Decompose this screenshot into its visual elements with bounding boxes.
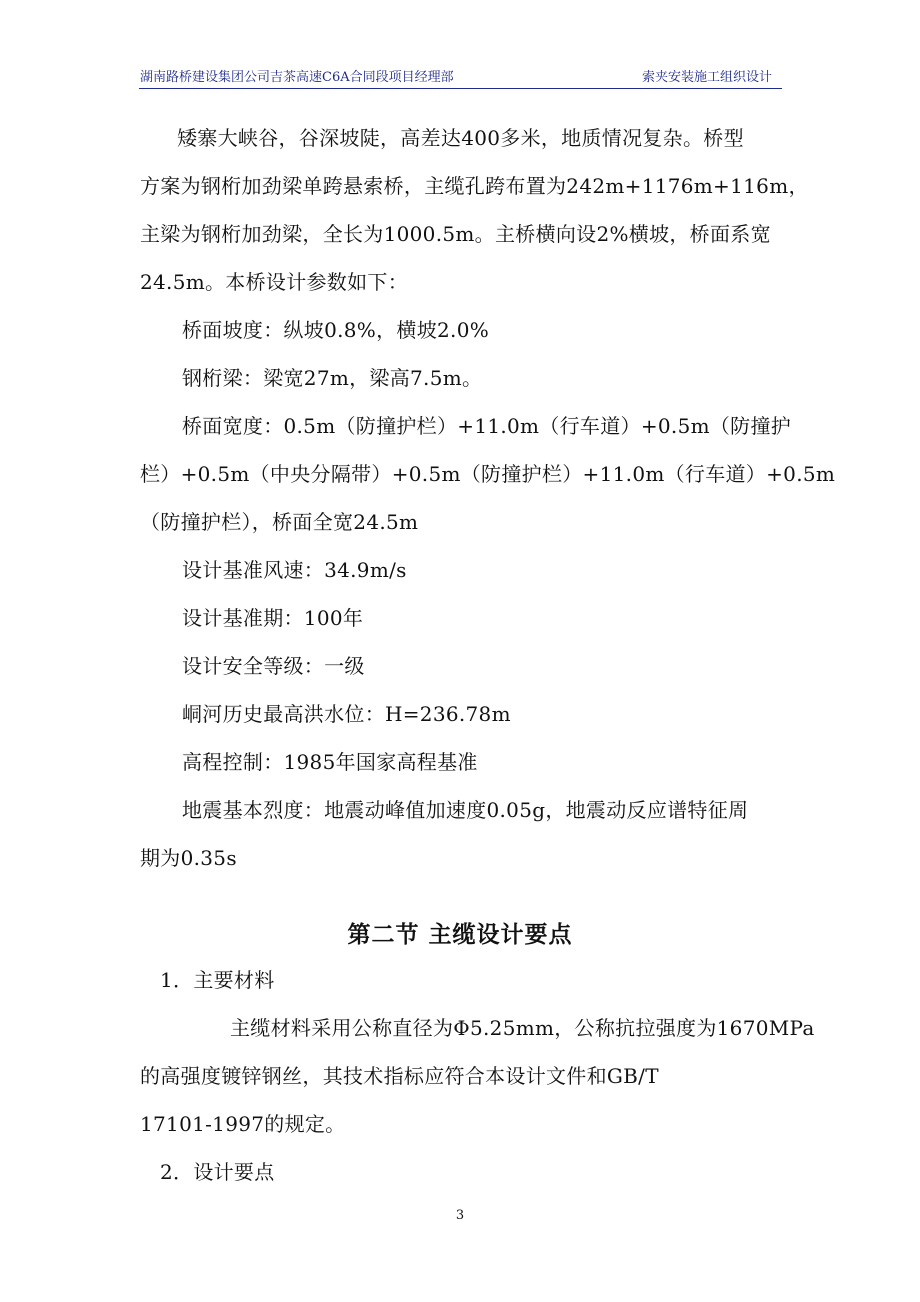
header-project-name: 湖南路桥建设集团公司吉茶高速C6A合同段项目经理部 bbox=[140, 70, 454, 85]
param-seismic: 地震基本烈度：地震动峰值加速度0.05g，地震动反应谱特征周 bbox=[182, 798, 749, 822]
param-wind-speed: 设计基准风速：34.9m/s bbox=[182, 558, 407, 582]
paragraph-line: 24.5m。本桥设计参数如下： bbox=[140, 270, 408, 294]
paragraph-line: 17101-1997的规定。 bbox=[140, 1112, 346, 1136]
param-deck-width-cont: （防撞护栏），桥面全宽24.5m bbox=[140, 510, 419, 534]
header-divider bbox=[139, 88, 782, 89]
param-deck-slope: 桥面坡度：纵坡0.8%，横坡2.0% bbox=[182, 318, 490, 342]
paragraph-line: 矮寨大峡谷，谷深坡陡，高差达400多米，地质情况复杂。桥型 bbox=[177, 126, 744, 150]
subheading-main-materials: 1．主要材料 bbox=[160, 968, 275, 992]
param-steel-truss: 钢桁梁：梁宽27m，梁高7.5m。 bbox=[182, 366, 483, 390]
paragraph-line: 主缆材料采用公称直径为Φ5.25mm，公称抗拉强度为1670MPa bbox=[230, 1016, 815, 1040]
param-elevation-datum: 高程控制：1985年国家高程基准 bbox=[182, 750, 478, 774]
header-document-title: 索夹安装施工组织设计 bbox=[641, 70, 772, 85]
subheading-design-points: 2．设计要点 bbox=[160, 1160, 275, 1184]
param-deck-width: 桥面宽度：0.5m（防撞护栏）+11.0m（行车道）+0.5m（防撞护 bbox=[182, 414, 792, 438]
param-design-period: 设计基准期：100年 bbox=[182, 606, 364, 630]
section-heading: 第二节 主缆设计要点 bbox=[347, 922, 573, 948]
param-flood-level: 峒河历史最高洪水位：H=236.78m bbox=[182, 702, 511, 726]
page-number: 3 bbox=[455, 1208, 465, 1223]
param-deck-width-cont: 栏）+0.5m（中央分隔带）+0.5m（防撞护栏）+11.0m（行车道）+0.5m bbox=[140, 462, 836, 486]
param-safety-grade: 设计安全等级：一级 bbox=[182, 654, 365, 678]
paragraph-line: 主梁为钢桁加劲梁，全长为1000.5m。主桥横向设2%横坡，桥面系宽 bbox=[140, 222, 771, 246]
paragraph-line: 方案为钢桁加劲梁单跨悬索桥，主缆孔跨布置为242m+1176m+116m， bbox=[140, 174, 809, 198]
param-seismic-cont: 期为0.35s bbox=[140, 846, 237, 870]
paragraph-line: 的高强度镀锌钢丝，其技术指标应符合本设计文件和GB/T bbox=[140, 1064, 659, 1088]
